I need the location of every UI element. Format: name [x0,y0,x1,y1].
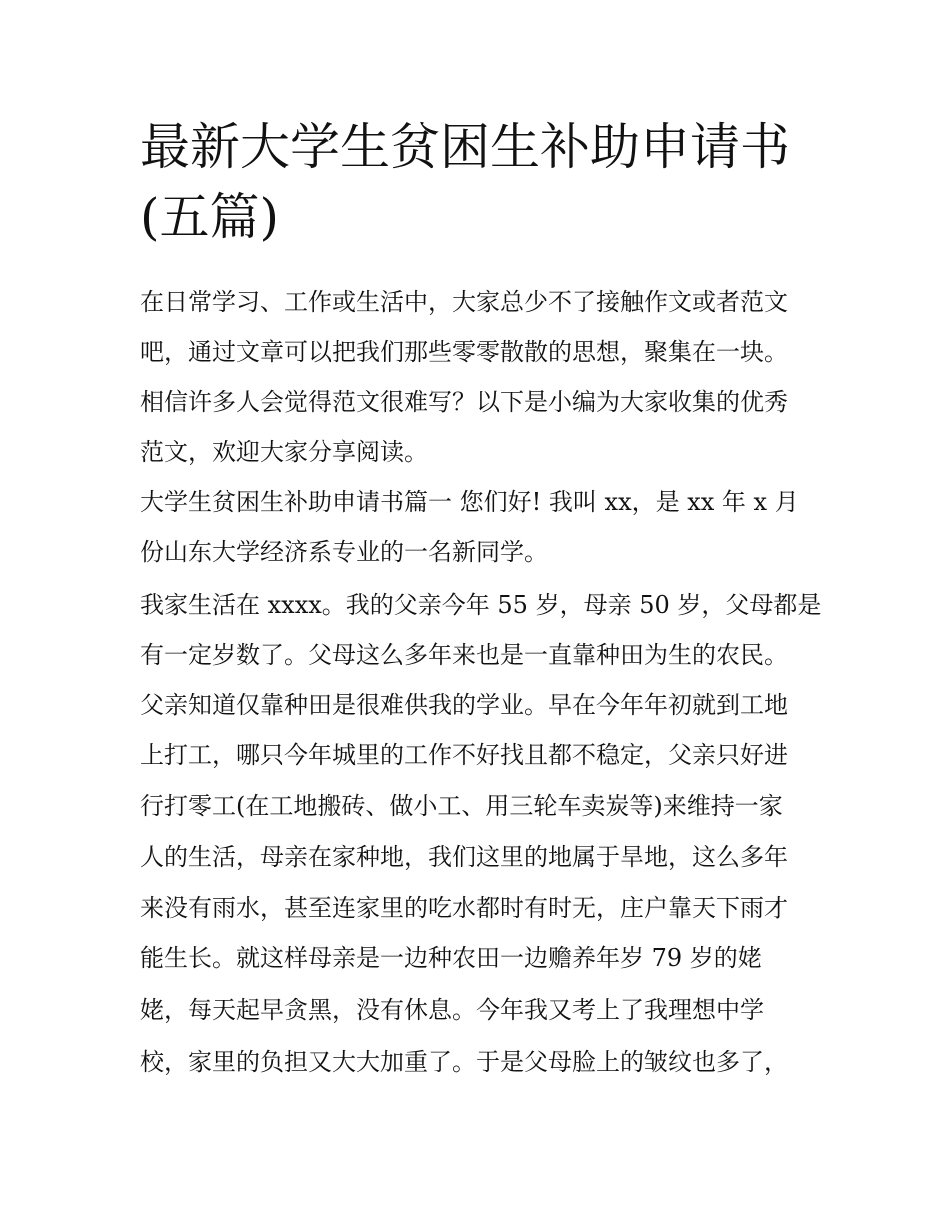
body-paragraph-line-9: 姥，每天起早贪黑，没有休息。今年我又考上了我理想中学 [140,996,764,1024]
title-line-2: (五篇) [140,188,280,246]
section-heading-line-2: 份山东大学经济系专业的一名新同学。 [140,538,548,566]
intro-line-1: 在日常学习、工作或生活中，大家总少不了接触作文或者范文 [140,288,788,316]
body-paragraph-line-7: 来没有雨水，甚至连家里的吃水都时有时无，庄户靠天下雨才 [140,894,788,922]
intro-line-3: 相信许多人会觉得范文很难写？以下是小编为大家收集的优秀 [140,388,788,416]
body-paragraph-line-1: 我家生活在 xxxx。我的父亲今年 55 岁，母亲 50 岁，父母都是 [140,591,822,619]
section-heading-line-1: 大学生贫困生补助申请书篇一 您们好! 我叫 xx，是 xx 年 x 月 [140,488,799,516]
title-line-1: 最新大学生贫困生补助申请书 [140,118,790,176]
body-paragraph-line-8: 能生长。就这样母亲是一边种农田一边赡养年岁 79 岁的姥 [140,944,762,972]
document-title [140,112,820,252]
intro-line-2: 吧，通过文章可以把我们那些零零散散的思想，聚集在一块。 [140,338,788,366]
body-paragraph-line-6: 人的生活，母亲在家种地，我们这里的地属于旱地，这么多年 [140,843,788,871]
body-paragraph-line-2: 有一定岁数了。父母这么多年来也是一直靠种田为生的农民。 [140,641,788,669]
body-paragraph-line-4: 上打工，哪只今年城里的工作不好找且都不稳定，父亲只好进 [140,741,788,769]
body-paragraph-line-3: 父亲知道仅靠种田是很难供我的学业。早在今年年初就到工地 [140,691,788,719]
body-paragraph-line-10: 校，家里的负担又大大加重了。于是父母脸上的皱纹也多了， [140,1048,788,1076]
body-paragraph-line-5: 行打零工(在工地搬砖、做小工、用三轮车卖炭等)来维持一家 [140,792,783,820]
intro-line-4: 范文，欢迎大家分享阅读。 [140,438,428,466]
